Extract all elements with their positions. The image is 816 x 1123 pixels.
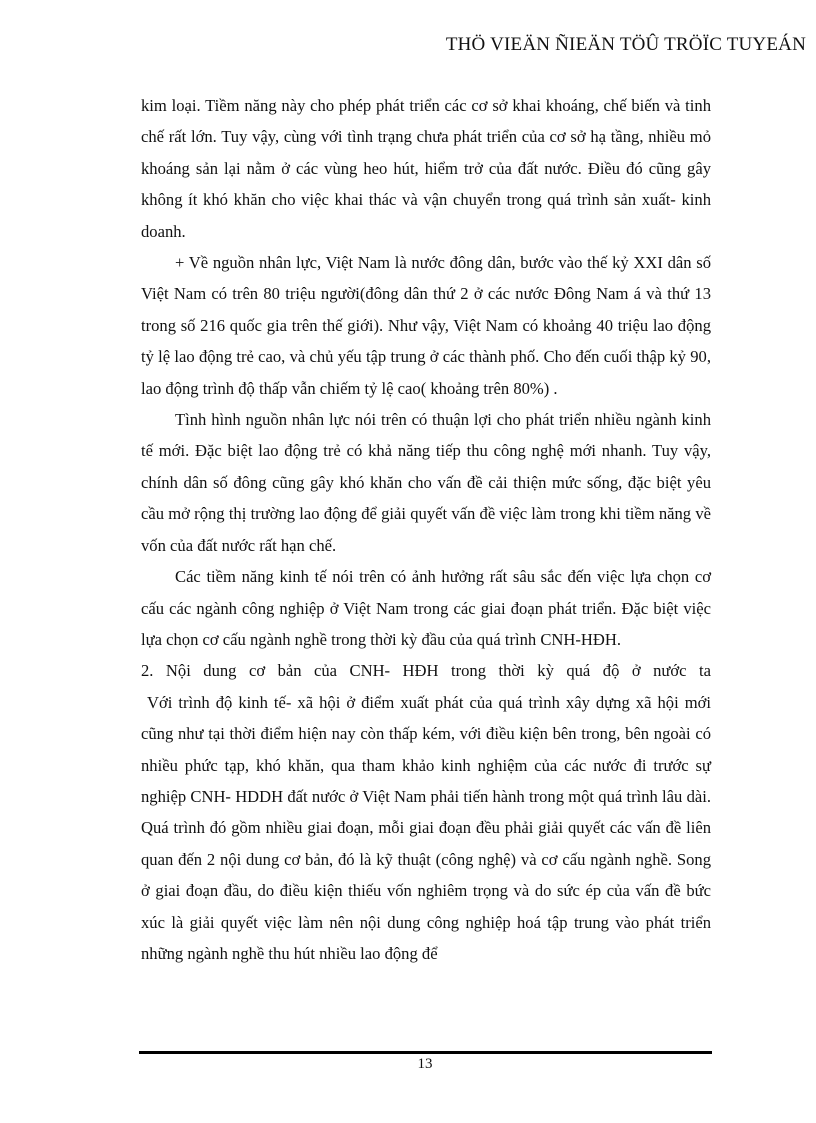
- paragraph-industrialization-content: Với trình độ kinh tế- xã hội ở điểm xuất phát của quá trình xây dựng xã hội mới cũng như tại thời điểm hiện nay còn thấp kém, với điều kiện bên trong, bên ngoài có nhiều phức tạp, khó khăn, qua tham khảo kinh nghiệm của các nước đi trước sự nghiệp CNH- HDDH đất nước ở Việt Nam phải tiến hành trong một quá trình lâu dài. Quá trình đó gồm nhiều giai đoạn, mỗi giai đoạn đều phải giải quyết các vấn đề liên quan đến 2 nội dung cơ bản, đó là kỹ thuật (công nghệ) và cơ cấu ngành nghề. Song ở giai đoạn đầu, do điều kiện thiếu vốn nghiêm trọng và do sức ép của vấn đề bức xúc là giải quyết việc làm nên nội dung công nghiệp hoá tập trung vào phát triển những ngành nghề thu hút nhiều lao động để: [141, 692, 711, 963]
- paragraph-economic-potential: Các tiềm năng kinh tế nói trên có ảnh hưởng rất sâu sắc đến việc lựa chọn cơ cấu các ngành công nghiệp ở Việt Nam trong các giai đoạn phát triển. Đặc biệt việc lựa chọn cơ cấu ngành nghề trong thời kỳ đầu của quá trình CNH-HĐH.: [141, 567, 711, 649]
- paragraph-human-resources: + Về nguồn nhân lực, Việt Nam là nước đông dân, bước vào thế kỷ XXI dân số Việt Nam có trên 80 triệu người(đông dân thứ 2 ở các nước Đông Nam á và thứ 13 trong số 216 quốc gia trên thế giới). Như vậy, Việt Nam có khoảng 40 triệu lao động tỷ lệ lao động trẻ cao, và chủ yếu tập trung ở các thành phố. Cho đến cuối thập kỷ 90, lao động trình độ thấp vẫn chiếm tỷ lệ cao( khoảng trên 80%) .: [141, 253, 711, 398]
- library-header: THÖ VIEÄN ÑIEÄN TÖÛ TRÖÏC TUYEÁN: [445, 34, 806, 55]
- paragraph-labor-situation: Tình hình nguồn nhân lực nói trên có thuận lợi cho phát triển nhiều ngành kinh tế mới. Đặc biệt lao động trẻ có khả năng tiếp thu công nghệ mới nhanh. Tuy vậy, chính dân số đông cũng gây khó khăn cho vấn đề cải thiện mức sống, đặc biệt yêu cầu mở rộng thị trường lao động để giải quyết vấn đề việc làm trong khi tiềm năng về vốn của đất nước rất hạn chế.: [141, 410, 711, 555]
- page-number: 13: [417, 1056, 433, 1072]
- paragraph-mineral-resources: kim loại. Tiềm năng này cho phép phát triển các cơ sở khai khoáng, chế biến và tinh chế rất lớn. Tuy vậy, cùng với tình trạng chưa phát triển của cơ sở hạ tầng, nhiều mỏ khoáng sản lại nằm ở các vùng heo hút, hiểm trở của đất nước. Điều đó cũng gây không ít khó khăn cho việc khai thác và vận chuyển trong quá trình sản xuất- kinh doanh.: [141, 96, 711, 241]
- section-heading: 2. Nội dung cơ bản của CNH- HĐH trong thời kỳ quá độ ở nước ta: [141, 661, 711, 681]
- footer-divider: [139, 1051, 712, 1054]
- document-body: [141, 90, 711, 969]
